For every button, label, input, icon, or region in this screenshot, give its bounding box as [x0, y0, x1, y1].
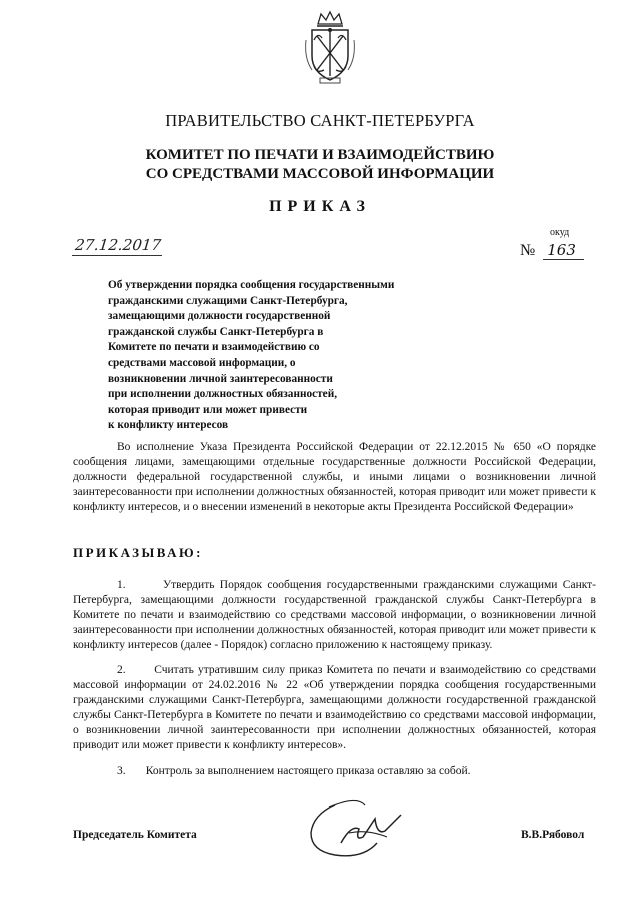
government-title: ПРАВИТЕЛЬСТВО САНКТ-ПЕТЕРБУРГА	[165, 111, 475, 130]
order-item-1	[73, 578, 596, 653]
item-text: Утвердить Порядок сообщения государственными гражданскими служащими Санкт-Петербурга, замещающими должности государственной гражданской службы Санкт-Петербурга в Комитете по печати и взаимодействию со средствами массовой информации, о возникновении личной заинтересованности при исполнении должностных обязанностей, которая приводит или может привести к конфликту интересов (далее - Порядок) согласно приложению к настоящему приказу.	[73, 579, 597, 651]
handwritten-signature-icon	[305, 785, 415, 861]
subject-line: Комитете по печати и взаимодействию со	[108, 341, 320, 354]
order-item-3	[73, 764, 596, 779]
subject-line: средствами массовой информации, о	[108, 356, 296, 369]
item-text: Считать утратившим силу приказ Комитета по печати и взаимодействию со средствами массовой информации от 24.02.2016 № 22 «Об утверждении порядка сообщения государственными гражданскими служащими Санкт-Петербурга, замещающими должности государственной гражданской службы Санкт-Петербурга в Комитете по печати и взаимодействию со средствами массовой информации, о возникновении личной заинтересованности при исполнении должностных обязанностей, которая приводит или может привести к конфликту интересов».	[73, 664, 597, 751]
item-text: Контроль за выполнением настоящего приказа оставляю за собой.	[145, 765, 471, 777]
subject-line: гражданскими служащими Санкт-Петербурга,	[108, 294, 348, 307]
item-number: 1.	[117, 579, 126, 591]
order-heading: ПРИКАЗЫВАЮ:	[73, 545, 203, 560]
signer-position: Председатель Комитета	[73, 829, 197, 841]
subject-line: при исполнении должностных обязанностей,	[108, 388, 338, 401]
committee-line-1: КОМИТЕТ ПО ПЕЧАТИ И ВЗАИМОДЕЙСТВИЮ	[145, 147, 495, 163]
subject-line: Об утверждении порядка сообщения государственными	[108, 279, 395, 291]
signer-name: В.В.Рябовол	[521, 829, 585, 841]
committee-title	[0, 146, 640, 184]
st-petersburg-coat-of-arms-icon	[302, 10, 358, 86]
subject-line: возникновении личной заинтересованности	[108, 372, 333, 385]
subject-line: которая приводит или может привести	[108, 403, 308, 416]
subject-line: замещающими должности государственной	[108, 310, 331, 323]
subject-line: гражданской службы Санкт-Петербурга в	[108, 325, 324, 338]
document-number: 163	[543, 241, 584, 260]
document-date: 27.12.2017	[72, 236, 164, 256]
okud-label: окуд	[550, 227, 570, 238]
order-item-2	[73, 663, 596, 753]
document-number-row	[520, 241, 584, 260]
item-number: 3.	[117, 765, 126, 777]
order-subject	[108, 278, 438, 434]
preamble-paragraph: Во исполнение Указа Президента Российской Федерации от 22.12.2015 № 650 «О порядке сообщения лицами, замещающими отдельные государственные должности Российской Федерации, должности федеральной государственной службы, и иными лицами о возникновении личной заинтересованности при исполнении должностных обязанностей, которая приводит или может привести к конфликту интересов, и о внесении изменений в некоторые акты Президента Российской Федерации»	[73, 441, 596, 513]
subject-line: к конфликту интересов	[108, 419, 229, 432]
number-sign: №	[520, 242, 536, 259]
document-type: ПРИКАЗ	[269, 198, 371, 215]
committee-line-2: СО СРЕДСТВАМИ МАССОВОЙ ИНФОРМАЦИИ	[145, 166, 495, 182]
item-number: 2.	[117, 664, 126, 676]
